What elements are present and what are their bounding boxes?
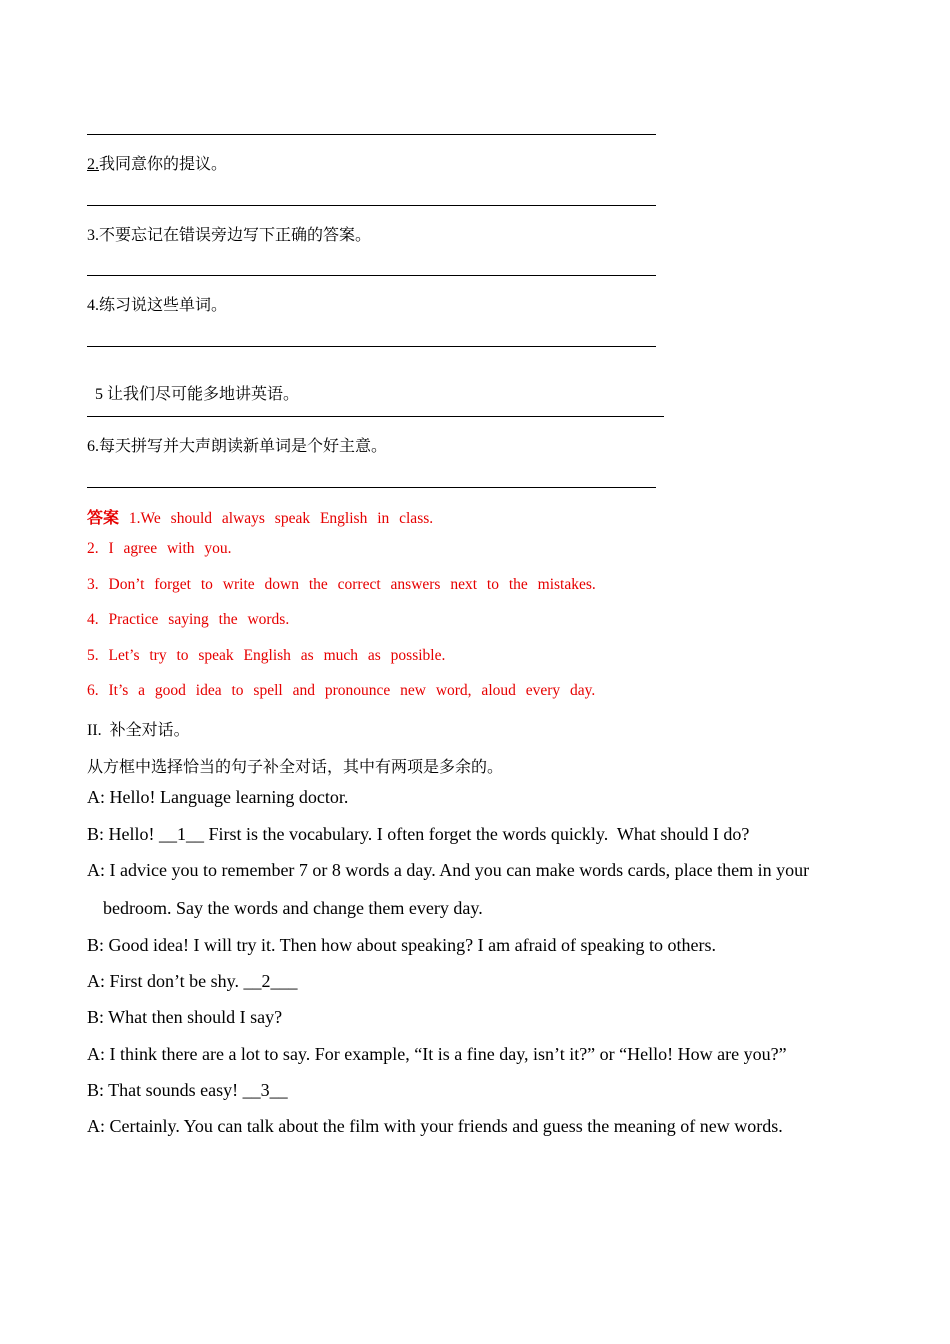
answer-key-line-4: 4. Practice saying the words. [87, 611, 290, 628]
item-text: 让我们尽可能多地讲英语。 [107, 386, 300, 403]
dialogue-line-6: B: What then should I say? [87, 1007, 283, 1027]
item-text: 不要忘记在错误旁边写下正确的答案。 [99, 227, 372, 244]
translation-item-2 [87, 151, 227, 174]
answer-line-4 [87, 346, 656, 347]
item-text: 我同意你的提议。 [99, 156, 228, 173]
item-text: 每天拼写并大声朗读新单词是个好主意。 [99, 438, 388, 455]
item-text: 练习说这些单词。 [99, 297, 228, 314]
answer-key-line-6: 6. It’s a good idea to spell and pronounce new word, aloud every day. [87, 682, 596, 699]
dialogue-line-2: B: Hello! __1__ First is the vocabulary. I often forget the words quickly. What should I do? [87, 824, 750, 844]
answer-line-3 [87, 275, 656, 276]
dialogue-line-3-cont: bedroom. Say the words and change them every day. [103, 898, 483, 918]
translation-item-3 [87, 222, 371, 245]
answer-key-line-5: 5. Let’s try to speak English as much as possible. [87, 647, 446, 664]
answer-key-line-2: 2. I agree with you. [87, 540, 232, 557]
item-number: 6. [87, 438, 99, 455]
item-number: 5 [95, 386, 107, 403]
answer-text: 1.We should always speak English in class. [128, 510, 434, 527]
section-instruction: 从方框中选择恰当的句子补全对话，其中有两项是多余的。 [87, 759, 504, 776]
answer-key-line-1 [87, 505, 433, 528]
dialogue-line-4: B: Good idea! I will try it. Then how about speaking? I am afraid of speaking to others. [87, 935, 717, 955]
answer-line-5 [87, 416, 664, 417]
dialogue-line-9: A: Certainly. You can talk about the film with your friends and guess the meaning of new words. [87, 1116, 783, 1136]
answer-line-6 [87, 487, 656, 488]
dialogue-line-3: A: I advice you to remember 7 or 8 words a day. And you can make words cards, place them in your [87, 860, 810, 880]
answer-line-1 [87, 134, 656, 135]
answer-key-line-3: 3. Don’t forget to write down the correct answers next to the mistakes. [87, 576, 596, 593]
answer-key-label: 答案 [87, 510, 120, 527]
dialogue-line-1: A: Hello! Language learning doctor. [87, 787, 349, 807]
translation-item-6 [87, 433, 387, 456]
item-number: 4. [87, 297, 99, 314]
translation-item-4 [87, 292, 227, 315]
dialogue-line-5: A: First don’t be shy. __2___ [87, 971, 298, 991]
translation-item-5 [87, 363, 299, 404]
item-number: 2. [87, 156, 99, 173]
dialogue-line-7: A: I think there are a lot to say. For example, “It is a fine day, isn’t it?” or “Hello! How are you?” [87, 1044, 787, 1064]
section-heading: II. 补全对话。 [87, 722, 190, 739]
answer-line-2 [87, 205, 656, 206]
item-number: 3. [87, 227, 99, 244]
dialogue-line-8: B: That sounds easy! __3__ [87, 1080, 288, 1100]
